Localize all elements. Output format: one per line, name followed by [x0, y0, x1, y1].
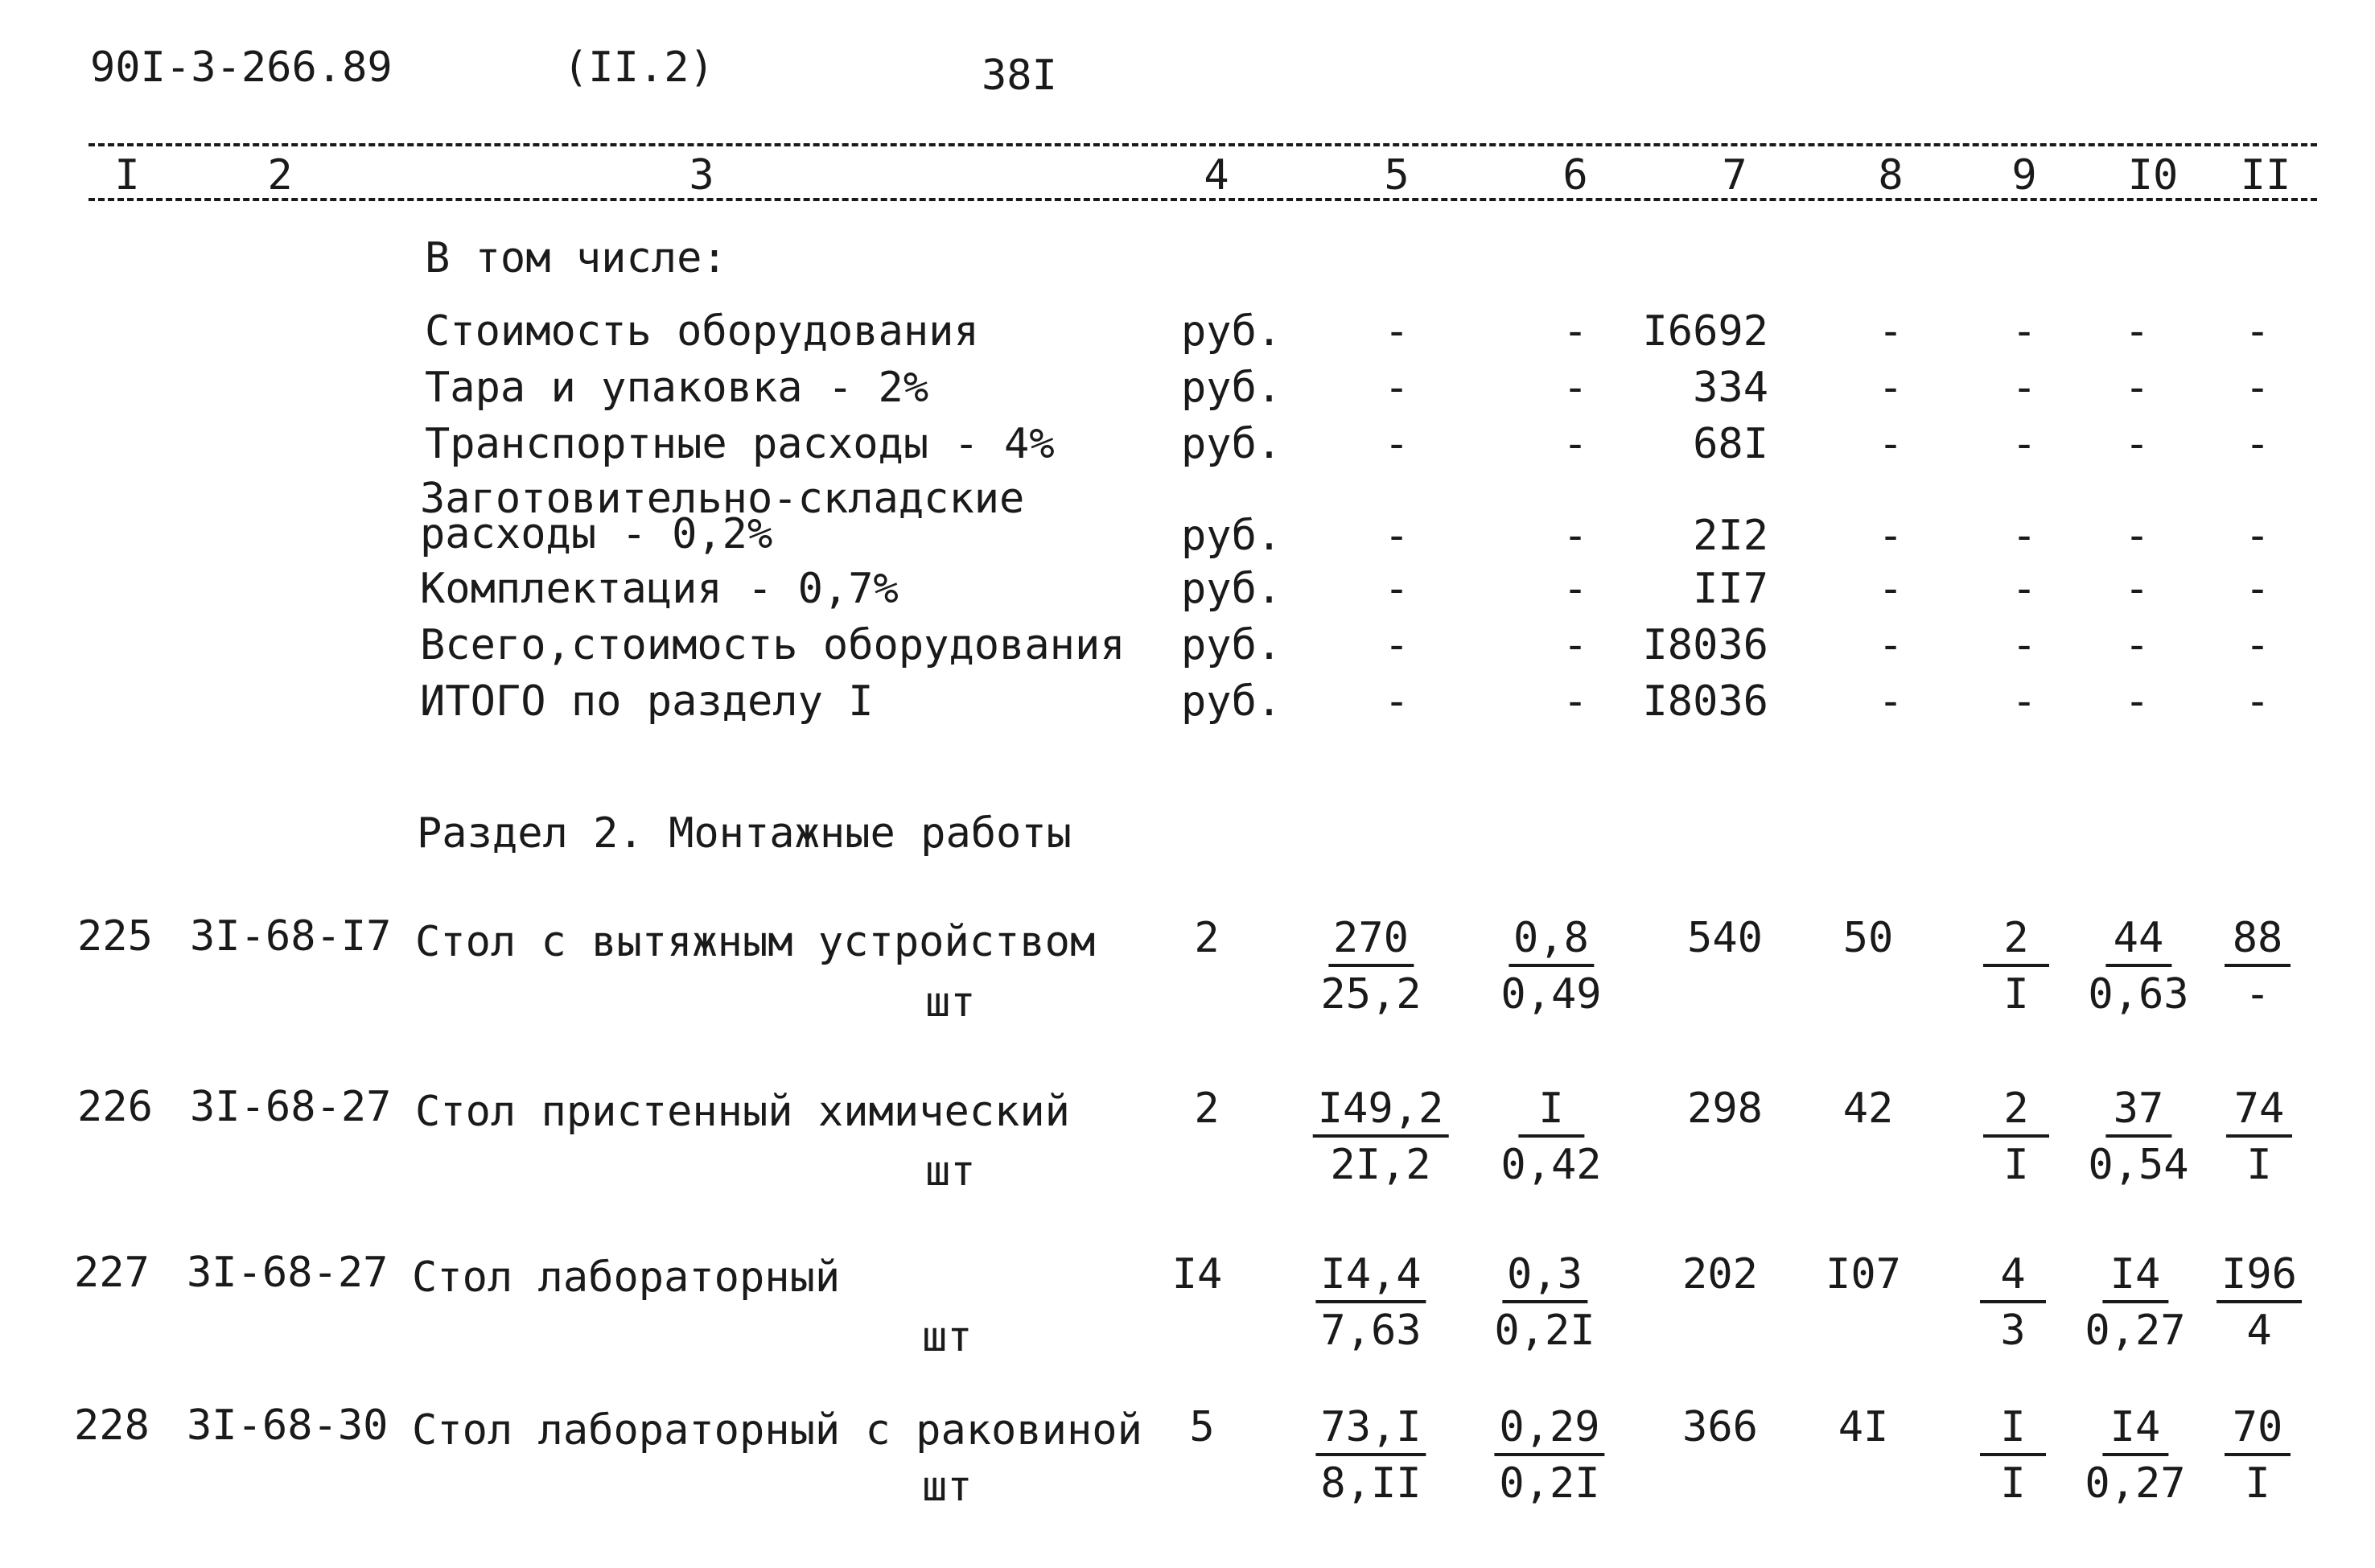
fraction-top: 270	[1328, 917, 1414, 967]
fraction-bottom: 0,2I	[1494, 1307, 1595, 1355]
cost-row-col11: -	[2245, 677, 2270, 726]
cost-row-col5: -	[1384, 364, 1410, 412]
fraction-bottom: 0,42	[1500, 1141, 1602, 1189]
cost-row-col7: I6692	[1642, 307, 1768, 356]
cost-row-col10: -	[2124, 307, 2150, 356]
cost-row-name: Транспортные расходы - 4%	[425, 420, 1055, 468]
col-header-8: 8	[1878, 151, 1904, 200]
cost-row-col8: -	[1878, 621, 1904, 669]
row-code: 3I-68-27	[190, 1083, 392, 1131]
cost-row-col10: -	[2124, 512, 2150, 560]
fraction-bottom: I	[2003, 1141, 2029, 1189]
cost-row-col8: -	[1878, 512, 1904, 560]
row-col7: 366	[1682, 1403, 1758, 1451]
cost-row-col7: 68I	[1693, 420, 1768, 468]
row-qty: 2	[1194, 914, 1220, 962]
fraction-bottom: I	[2000, 1459, 2026, 1508]
cost-row-unit: руб.	[1181, 420, 1282, 468]
cost-row-col5: -	[1384, 420, 1410, 468]
cost-row-col7: I8036	[1642, 677, 1768, 726]
cost-row-col7: I8036	[1642, 621, 1768, 669]
cost-row-name: Всего,стоимость оборудования	[420, 621, 1126, 669]
cost-row-col9: -	[2011, 364, 2037, 412]
cost-row-col6: -	[1562, 512, 1588, 560]
cost-row-name: ИТОГО по разделу I	[420, 677, 874, 726]
fraction-bottom: 3	[2000, 1307, 2026, 1355]
cost-row-col10: -	[2124, 420, 2150, 468]
row-unit: шт	[925, 1147, 976, 1196]
row-col6-fraction	[1500, 1084, 1602, 1189]
fraction-bottom: 2I,2	[1330, 1141, 1431, 1189]
row-code: 3I-68-30	[187, 1401, 389, 1450]
row-col8: I07	[1825, 1250, 1901, 1298]
cost-row-name: Заготовительно-складские	[420, 475, 1025, 523]
cost-row-col6: -	[1562, 307, 1588, 356]
fraction-bottom: 0,63	[2088, 970, 2189, 1019]
header-rule-bottom	[88, 198, 2317, 201]
row-col9-fraction	[1983, 914, 2049, 1019]
fraction-top: I49,2	[1313, 1088, 1449, 1138]
cost-row-col6: -	[1562, 364, 1588, 412]
cost-row-col5: -	[1384, 621, 1410, 669]
fraction-top: 37	[2105, 1088, 2171, 1138]
fraction-bottom: 0,27	[2085, 1459, 2186, 1508]
cost-row-col8: -	[1878, 677, 1904, 726]
fraction-bottom: 0,2I	[1499, 1459, 1600, 1508]
fraction-top: 0,29	[1494, 1406, 1604, 1456]
row-col9-fraction	[1980, 1250, 2046, 1355]
row-col5-fraction	[1313, 1084, 1449, 1189]
row-col11-fraction	[2217, 1250, 2302, 1355]
row-name: Стол лабораторный с раковиной	[412, 1406, 1142, 1455]
fraction-bottom: 4	[2246, 1307, 2272, 1355]
cost-row-col9: -	[2011, 621, 2037, 669]
cost-row-col9: -	[2011, 512, 2037, 560]
cost-row-col8: -	[1878, 307, 1904, 356]
cost-row-col9: -	[2011, 677, 2037, 726]
col-header-11: II	[2240, 151, 2291, 200]
cost-row-name: Комплектация - 0,7%	[420, 565, 899, 613]
fraction-top: I	[1980, 1406, 2046, 1456]
cost-row-unit: руб.	[1181, 512, 1282, 560]
fraction-top: 74	[2226, 1088, 2292, 1138]
cost-row-col5: -	[1384, 307, 1410, 356]
cost-row-col7: 334	[1693, 364, 1768, 412]
row-col10-fraction	[2085, 1403, 2186, 1508]
col-header-5: 5	[1384, 151, 1410, 200]
cost-row-col6: -	[1562, 677, 1588, 726]
row-unit: шт	[922, 1313, 973, 1361]
row-col10-fraction	[2088, 914, 2189, 1019]
fraction-bottom: I	[2246, 1141, 2272, 1189]
row-unit: шт	[922, 1463, 973, 1511]
cost-row-unit: руб.	[1181, 364, 1282, 412]
row-number: 227	[74, 1249, 150, 1297]
cost-row-col11: -	[2245, 565, 2270, 613]
row-col8: 50	[1842, 914, 1894, 962]
row-code: 3I-68-27	[187, 1249, 389, 1297]
col-header-7: 7	[1722, 151, 1747, 200]
cost-row-col11: -	[2245, 621, 2270, 669]
fraction-top: I4,4	[1315, 1253, 1426, 1303]
cost-row-col10: -	[2124, 677, 2150, 726]
fraction-bottom: I	[2003, 970, 2029, 1019]
row-col11-fraction	[2225, 914, 2291, 1019]
cost-row-col9: -	[2011, 565, 2037, 613]
cost-row-col11: -	[2245, 364, 2270, 412]
row-col5-fraction	[1320, 914, 1422, 1019]
page-number: 38I	[982, 51, 1057, 100]
cost-row-name: Тара и упаковка - 2%	[425, 364, 929, 412]
row-number: 225	[77, 912, 153, 961]
cost-row-col5: -	[1384, 565, 1410, 613]
fraction-top: I4	[2102, 1406, 2168, 1456]
cost-row-col10: -	[2124, 565, 2150, 613]
cost-row-col11: -	[2245, 307, 2270, 356]
row-number: 226	[77, 1083, 153, 1131]
row-number: 228	[74, 1401, 150, 1450]
col-header-6: 6	[1562, 151, 1588, 200]
fraction-bottom: 0,49	[1500, 970, 1602, 1019]
cost-row-col8: -	[1878, 364, 1904, 412]
row-col8: 4I	[1838, 1403, 1889, 1451]
cost-row-col5: -	[1384, 677, 1410, 726]
row-col7: 202	[1682, 1250, 1758, 1298]
row-qty: 2	[1194, 1084, 1220, 1133]
cost-row-unit: руб.	[1181, 307, 1282, 356]
row-code: 3I-68-I7	[190, 912, 392, 961]
cost-row-unit: руб.	[1181, 565, 1282, 613]
header-rule-top	[88, 143, 2317, 146]
row-col6-fraction	[1494, 1250, 1595, 1355]
col-header-1: I	[114, 151, 140, 200]
fraction-top: 0,3	[1502, 1253, 1587, 1303]
row-col10-fraction	[2085, 1250, 2186, 1355]
row-col6-fraction	[1500, 914, 1602, 1019]
row-qty: 5	[1189, 1403, 1215, 1451]
fraction-bottom: 25,2	[1320, 970, 1422, 1019]
section-number: (II.2)	[563, 43, 714, 92]
row-col7: 298	[1687, 1084, 1763, 1133]
row-name: Стол с вытяжным устройством	[415, 918, 1096, 966]
fraction-bottom: 8,II	[1320, 1459, 1422, 1508]
col-header-2: 2	[267, 151, 293, 200]
cost-row-name-line2: расходы - 0,2%	[420, 510, 773, 558]
row-qty: I4	[1171, 1250, 1223, 1298]
row-col10-fraction	[2088, 1084, 2189, 1189]
fraction-top: 0,8	[1509, 917, 1594, 967]
cost-row-col7: 2I2	[1693, 512, 1768, 560]
fraction-bottom: -	[2245, 970, 2270, 1019]
row-col11-fraction	[2226, 1084, 2292, 1189]
cost-row-col11: -	[2245, 420, 2270, 468]
row-col11-fraction	[2225, 1403, 2291, 1508]
fraction-bottom: 0,54	[2088, 1141, 2189, 1189]
fraction-top: 44	[2105, 917, 2171, 967]
cost-row-unit: руб.	[1181, 677, 1282, 726]
cost-row-col8: -	[1878, 420, 1904, 468]
cost-row-name: Стоимость оборудования	[425, 307, 979, 356]
including-label: В том числе:	[425, 234, 727, 282]
cost-row-col10: -	[2124, 621, 2150, 669]
row-name: Стол лабораторный	[412, 1253, 841, 1302]
fraction-bottom: I	[2245, 1459, 2270, 1508]
fraction-top: 2	[1983, 917, 2049, 967]
row-col8: 42	[1842, 1084, 1894, 1133]
fraction-top: 2	[1983, 1088, 2049, 1138]
col-header-3: 3	[689, 151, 714, 200]
fraction-bottom: 0,27	[2085, 1307, 2186, 1355]
row-unit: шт	[925, 978, 976, 1027]
row-col9-fraction	[1983, 1084, 2049, 1189]
fraction-bottom: 7,63	[1320, 1307, 1422, 1355]
cost-row-col6: -	[1562, 420, 1588, 468]
cost-row-col8: -	[1878, 565, 1904, 613]
section-heading: Раздел 2. Монтажные работы	[417, 809, 1072, 858]
fraction-top: 73,I	[1315, 1406, 1426, 1456]
fraction-top: I96	[2217, 1253, 2302, 1303]
cost-row-col9: -	[2011, 307, 2037, 356]
col-header-10: I0	[2127, 151, 2179, 200]
fraction-top: I	[1518, 1088, 1584, 1138]
cost-row-col7: II7	[1693, 565, 1768, 613]
row-col5-fraction	[1315, 1250, 1426, 1355]
document-code: 90I-3-266.89	[90, 43, 393, 92]
cost-row-col9: -	[2011, 420, 2037, 468]
cost-row-unit: руб.	[1181, 621, 1282, 669]
row-col9-fraction	[1980, 1403, 2046, 1508]
row-col5-fraction	[1315, 1403, 1426, 1508]
row-col6-fraction	[1494, 1403, 1604, 1508]
fraction-top: I4	[2102, 1253, 2168, 1303]
fraction-top: 70	[2225, 1406, 2291, 1456]
row-col7: 540	[1687, 914, 1763, 962]
fraction-top: 88	[2225, 917, 2291, 967]
col-header-9: 9	[2011, 151, 2037, 200]
cost-row-col5: -	[1384, 512, 1410, 560]
cost-row-col6: -	[1562, 565, 1588, 613]
row-name: Стол пристенный химический	[415, 1088, 1070, 1136]
cost-row-col10: -	[2124, 364, 2150, 412]
cost-row-col6: -	[1562, 621, 1588, 669]
cost-row-col11: -	[2245, 512, 2270, 560]
col-header-4: 4	[1204, 151, 1229, 200]
fraction-top: 4	[1980, 1253, 2046, 1303]
